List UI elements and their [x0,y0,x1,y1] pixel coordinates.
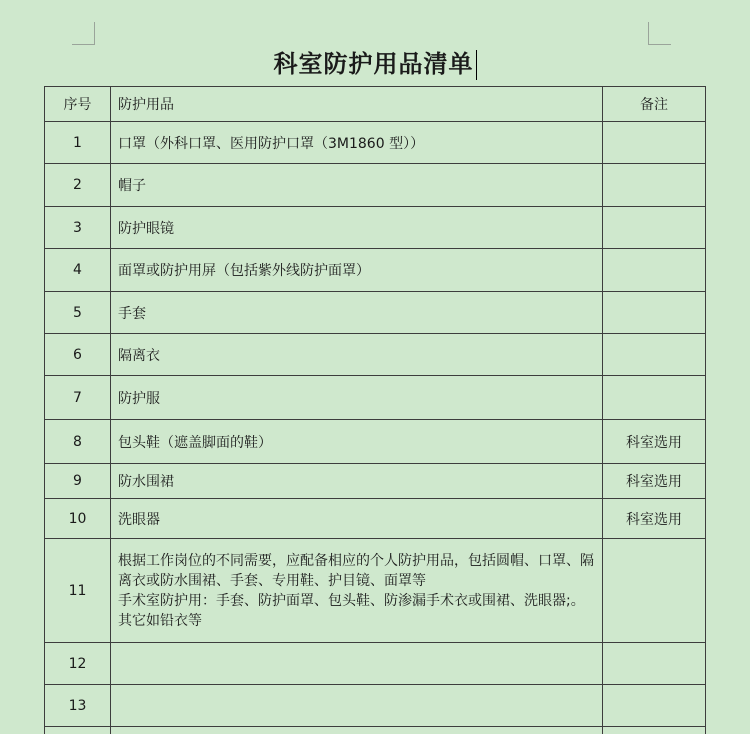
cell-no[interactable]: 11 [45,539,111,643]
cell-item[interactable] [111,685,603,727]
page-corner-mark-top-right [648,22,671,45]
cell-note[interactable] [603,685,706,727]
cell-note[interactable] [603,122,706,164]
cell-item[interactable] [111,727,603,734]
table-row [45,464,706,499]
cell-item-text: 根据工作岗位的不同需要，应配备相应的个人防护用品，包括圆帽、口罩、隔离衣或防水围裙、手套、专用鞋、护目镜、面罩等 手术室防护用：手套、防护面罩、包头鞋、防渗漏手术衣或围裙、洗眼器;。 其它如铅衣等 [118,552,594,629]
cell-no[interactable]: 4 [45,249,111,292]
table-row [45,249,706,292]
header-cell-no[interactable]: 序号 [45,87,111,122]
document-title-container[interactable] [0,46,750,82]
cell-note[interactable] [603,539,706,643]
table-row [45,685,706,727]
cell-item[interactable]: 隔离衣 [111,334,603,376]
page-corner-mark-top-left [72,22,95,45]
cell-item[interactable]: 防护眼镜 [111,207,603,249]
cell-no[interactable]: 7 [45,376,111,420]
cell-note[interactable] [603,727,706,734]
cell-note[interactable] [603,207,706,249]
cell-note[interactable] [603,249,706,292]
table-row [45,643,706,685]
table-row [45,292,706,334]
cell-no[interactable]: 12 [45,643,111,685]
cell-note[interactable]: 科室选用 [603,420,706,464]
cell-no[interactable]: 5 [45,292,111,334]
table-row [45,376,706,420]
cell-item[interactable]: 防护服 [111,376,603,420]
table-row [45,207,706,249]
header-cell-item[interactable]: 防护用品 [111,87,603,122]
cell-note[interactable]: 科室选用 [603,464,706,499]
cell-note[interactable] [603,292,706,334]
cell-item[interactable] [111,539,603,643]
table-row [45,499,706,539]
cell-note[interactable]: 科室选用 [603,499,706,539]
cell-item[interactable]: 防水围裙 [111,464,603,499]
protective-equipment-table [44,86,706,734]
text-cursor [476,50,477,80]
table-row [45,539,706,643]
document-title[interactable]: 科室防护用品清单 [273,50,474,78]
cell-item[interactable] [111,643,603,685]
cell-no[interactable] [45,727,111,734]
cell-no[interactable]: 2 [45,164,111,207]
cell-item[interactable]: 帽子 [111,164,603,207]
table-row [45,122,706,164]
table-row [45,334,706,376]
cell-note[interactable] [603,334,706,376]
cell-no[interactable]: 10 [45,499,111,539]
cell-no[interactable]: 1 [45,122,111,164]
header-cell-note[interactable]: 备注 [603,87,706,122]
cell-item[interactable]: 包头鞋（遮盖脚面的鞋） [111,420,603,464]
cell-item[interactable]: 面罩或防护用屏（包括紫外线防护面罩） [111,249,603,292]
table-row [45,164,706,207]
table-row [45,727,706,734]
cell-no[interactable]: 3 [45,207,111,249]
table-header-row [45,87,706,122]
cell-item[interactable]: 手套 [111,292,603,334]
cell-no[interactable]: 6 [45,334,111,376]
cell-note[interactable] [603,643,706,685]
cell-note[interactable] [603,376,706,420]
cell-no[interactable]: 9 [45,464,111,499]
cell-note[interactable] [603,164,706,207]
cell-item[interactable]: 口罩（外科口罩、医用防护口罩（3M1860 型）） [111,122,603,164]
cell-no[interactable]: 13 [45,685,111,727]
cell-item[interactable]: 洗眼器 [111,499,603,539]
cell-no[interactable]: 8 [45,420,111,464]
table-row [45,420,706,464]
